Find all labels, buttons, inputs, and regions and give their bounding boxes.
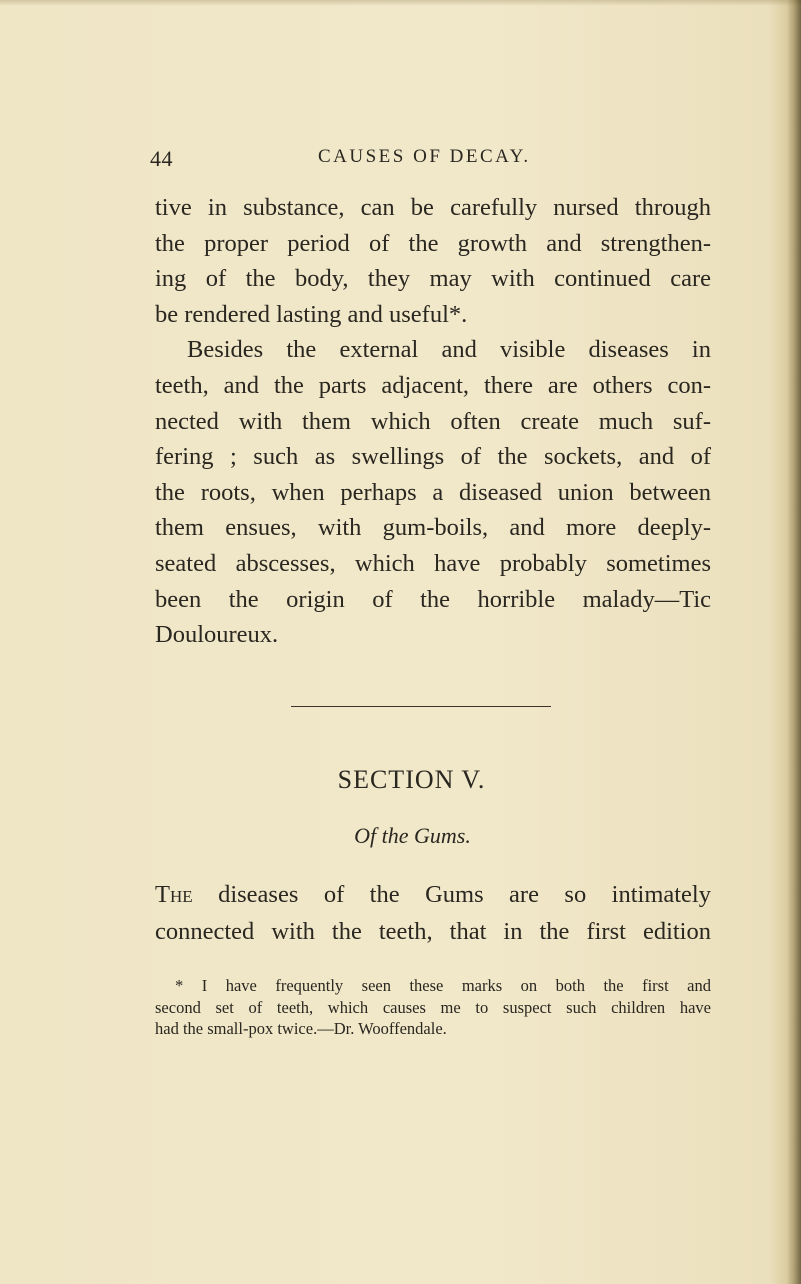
body-text	[155, 190, 711, 653]
text-line: the proper period of the growth and strengthen-	[155, 229, 711, 257]
text-line: teeth, and the parts adjacent, there are others con-	[155, 371, 711, 399]
binding-shadow	[787, 0, 801, 1284]
text-line: tive in substance, can be carefully nursed through	[155, 194, 711, 221]
text-line: Douloureux.	[155, 621, 279, 649]
page-top-edge	[0, 0, 801, 6]
text-line: nected with them which often create much suf-	[155, 407, 711, 435]
running-head	[150, 146, 710, 172]
footnote-line: second set of teeth, which causes me to suspect such children have	[155, 997, 711, 1017]
footnote-line: * I have frequently seen these marks on both the first and	[175, 976, 711, 995]
running-head-title: CAUSES OF DECAY.	[318, 146, 531, 167]
text-line: fering ; such as swellings of the sockets, and of	[155, 443, 711, 471]
footnote-line: had the small-pox twice.—Dr. Wooffendale.	[155, 1019, 447, 1038]
text-line: seated abscesses, which have probably sometimes	[155, 549, 711, 577]
text-line: Besides the external and visible diseases in	[187, 336, 711, 364]
opening-word: The	[155, 881, 193, 908]
section-divider	[291, 706, 551, 707]
text-line: the roots, when perhaps a diseased union between	[155, 478, 711, 506]
text-line: connected with the teeth, that in the first edition	[155, 918, 711, 945]
page-number: 44	[150, 146, 173, 171]
footnote	[155, 975, 711, 1040]
text-line: them ensues, with gum-boils, and more deeply-	[155, 514, 711, 542]
section-subtitle: Of the Gums.	[354, 823, 471, 848]
section-heading: SECTION V.	[337, 765, 486, 794]
text-line: be rendered lasting and useful*.	[155, 300, 468, 328]
section-text	[155, 876, 711, 950]
text-span: diseases of the Gums are so intimately	[218, 881, 711, 908]
text-line: ing of the body, they may with continued care	[155, 265, 711, 293]
text-line	[155, 876, 711, 913]
text-line: been the origin of the horrible malady—Tic	[155, 585, 711, 613]
